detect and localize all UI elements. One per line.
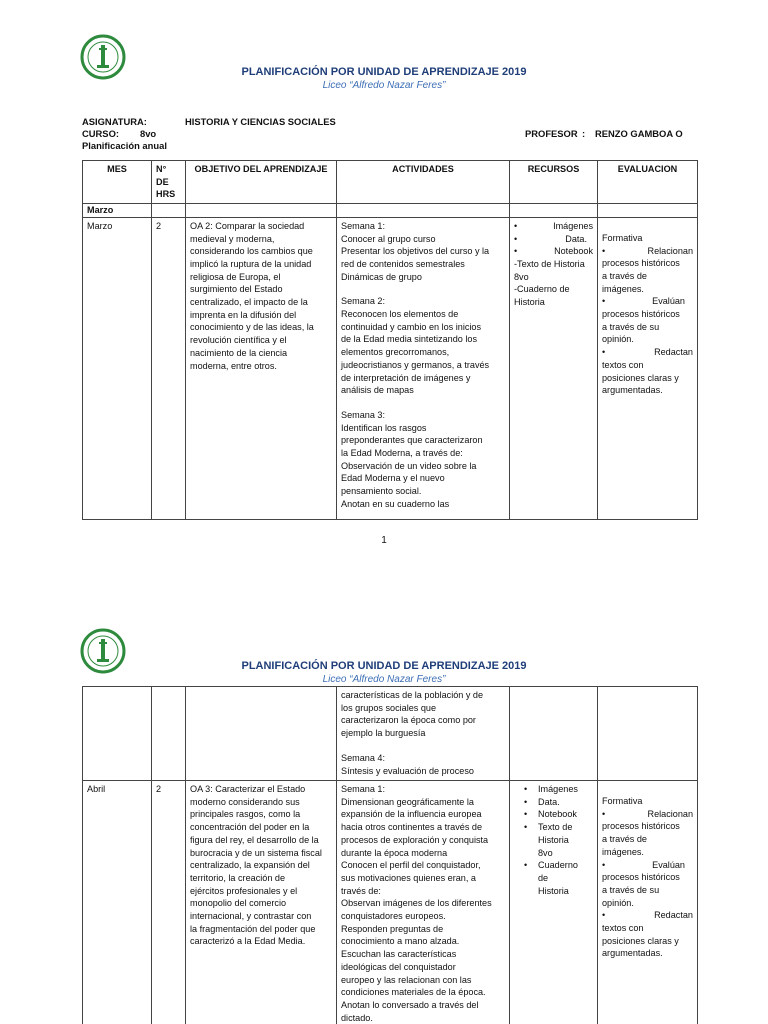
list-item: • Notebook: [524, 809, 577, 820]
table-row: [83, 781, 698, 1024]
list-item: • Imágenes: [524, 784, 578, 794]
asignatura-label: ASIGNATURA:: [82, 116, 147, 127]
school-name: Liceo “Alfredo Nazar Feres”: [322, 674, 446, 685]
curso-label: CURSO:: [82, 128, 119, 139]
cell-recursos: • Imágenes • Data. • Notebook -Texto de Historia 8vo -Cuaderno de Historia: [510, 217, 598, 519]
cell-recursos: [510, 781, 598, 1024]
list-item: • Texto de Historia 8vo: [524, 822, 573, 858]
cell-evaluacion: Formativa • Relacionan procesos históricos a través de imágenes. • Evalúan procesos históricos a través de su opinión. • Redactan textos con posiciones claras y argumentadas.: [598, 781, 698, 1024]
cell-actividades: características de la población y de los grupos sociales que caracterizaron la época como por ejemplo la burguesía Semana 4: Síntesis y evaluación de proceso: [337, 687, 510, 781]
list-item: • Evalúan: [602, 296, 685, 307]
asignatura-value: HISTORIA Y CIENCIAS SOCIALES: [185, 116, 336, 127]
cell-actividades: Semana 1: Dimensionan geográficamente la expansión de la influencia europea hacia otros continentes a través de procesos de exploración y conquista durante la época moderna Conocen el perfil del conquistador, sus motivaciones quienes eran, a través de: Observan imágenes de los diferentes conquistadores europeos. Responden preguntas de conocimiento a mano alzada. Escuchan las características ideológicas del conquistador europeo y las relacionan con las condiciones materiales de la época. Anotan lo conversado a través del dictado.: [337, 781, 510, 1024]
document-page-2: [0, 590, 768, 1024]
cell-hrs: 2: [152, 781, 186, 1024]
header-actividades: ACTIVIDADES: [337, 161, 510, 204]
list-item: • Evalúan: [602, 859, 685, 870]
profesor-label: PROFESOR: [525, 128, 578, 139]
list-item: • Data.: [524, 796, 560, 807]
document-title: PLANIFICACIÓN POR UNIDAD DE APRENDIZAJE 2019: [241, 660, 527, 672]
list-item: • Cuaderno de Historia: [524, 860, 578, 896]
page-number: 1: [381, 535, 387, 546]
list-item: • Relacionan: [602, 245, 693, 256]
table-row: [83, 687, 698, 781]
list-item: • Imágenes: [514, 220, 593, 231]
header-mes: MES: [83, 161, 152, 204]
curso-value: 8vo: [140, 128, 157, 139]
table-header-row: [83, 161, 698, 204]
cell-evaluacion: Formativa • Relacionan procesos históricos a través de imágenes. • Evalúan procesos históricos a través de su opinión. • Redactan textos con posiciones claras y argumentadas.: [598, 217, 698, 519]
profesor-value: RENZO GAMBOA O: [595, 128, 683, 139]
header-evaluacion: EVALUACION: [598, 161, 698, 204]
list-item: • Data.: [514, 233, 587, 244]
planificacion-label: Planificación anual: [82, 140, 167, 151]
header-objetivo: OBJETIVO DEL APRENDIZAJE: [186, 161, 337, 204]
header-recursos: RECURSOS: [510, 161, 598, 204]
list-item: • Redactan: [602, 910, 693, 921]
cell-mes: Marzo: [83, 217, 152, 519]
list-item: • Redactan: [602, 347, 693, 358]
cell-objetivo: OA 3: Caracterizar el Estado moderno considerando sus principales rasgos, como la concentración del poder en la figura del rey, el desarrollo de la burocracia y de un sistema fiscal centralizado, la expansión del territorio, la creación de ejércitos profesionales y el monopolio del comercio internacional, y contrastar con la fragmentación del poder que caracterizó a la Edad Media.: [186, 781, 337, 1024]
cell-mes: Abril: [83, 781, 152, 1024]
cell-hrs: 2: [152, 217, 186, 519]
list-item: • Notebook: [514, 246, 593, 257]
document-title: PLANIFICACIÓN POR UNIDAD DE APRENDIZAJE 2019: [241, 66, 527, 78]
cell-objetivo: OA 2: Comparar la sociedad medieval y moderna, considerando los cambios que implicó la ruptura de la unidad religiosa de Europa, el surgimiento del Estado centralizado, el impacto de la imprenta en la difusión del conocimiento y de las ideas, la revolución científica y el nacimiento de la ciencia moderna, entre otros.: [186, 217, 337, 519]
section-label: Marzo: [83, 204, 152, 218]
cell-actividades: Semana 1: Conocer al grupo curso Presentar los objetivos del curso y la red de contenidos semestrales Dinámicas de grupo Semana 2: Reconocen los elementos de continuidad y cambio en los inicios de la Edad media sintetizando los elementos grecorromanos, judeocristianos y germanos, a través de interpretación de imágenes y análisis de mapas Semana 3: Identifican los rasgos preponderantes que caracterizaron la Edad Moderna, a través de: Observación de un video sobre la Edad Moderna y el nuevo pensamiento social. Anotan en su cuaderno las: [337, 217, 510, 519]
header-hrs: N° DE HRS: [152, 161, 186, 204]
planning-table: [82, 160, 698, 520]
list-item: • Relacionan: [602, 808, 693, 819]
planning-table-continued: [82, 686, 698, 1024]
profesor-separator: :: [582, 128, 586, 139]
table-row: [83, 217, 698, 519]
table-section-row: [83, 204, 698, 218]
school-name: Liceo “Alfredo Nazar Feres”: [322, 80, 446, 91]
